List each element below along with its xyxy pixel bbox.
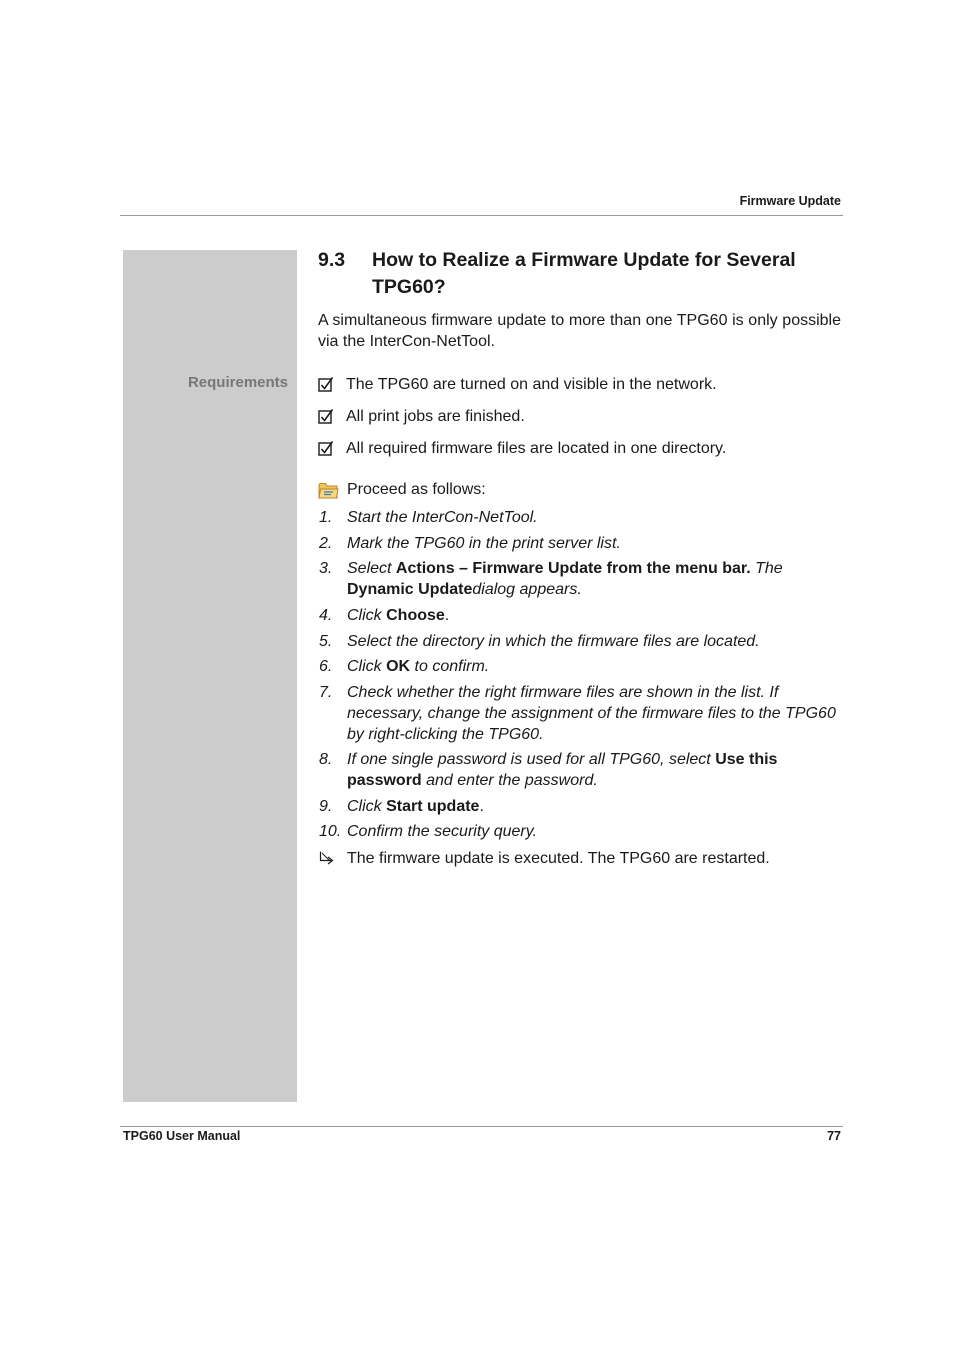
proceed-line bbox=[318, 479, 486, 500]
step-number: 1. bbox=[319, 509, 333, 526]
menu-path: Actions – Firmware Update from the menu bar. bbox=[395, 560, 751, 577]
step-text: . bbox=[479, 798, 484, 815]
step-number: 5. bbox=[319, 633, 333, 650]
step-number: 3. bbox=[319, 560, 333, 577]
step-number: 8. bbox=[319, 751, 333, 768]
step-text: Click bbox=[347, 658, 387, 675]
intro-paragraph: A simultaneous firmware update to more than one TPG60 is only possible via the InterCon-NetTool. bbox=[318, 312, 841, 350]
step-text: Select the directory in which the firmware files are located. bbox=[347, 633, 760, 650]
footer-divider bbox=[120, 1126, 843, 1127]
margin-label-requirements: Requirements bbox=[187, 374, 288, 391]
step-number: 6. bbox=[319, 658, 333, 675]
requirement-item bbox=[318, 406, 841, 427]
result-line bbox=[318, 848, 841, 869]
button-name: Choose bbox=[386, 607, 445, 624]
dialog-name: Dynamic Update bbox=[347, 581, 473, 598]
section-title: How to Realize a Firmware Update for Several TPG60? bbox=[372, 249, 796, 298]
step-item bbox=[318, 533, 841, 554]
section-number: 9.3 bbox=[318, 249, 346, 271]
step-number: 10. bbox=[319, 823, 342, 840]
step-text: Click bbox=[347, 607, 387, 624]
result-arrow-icon bbox=[319, 850, 335, 866]
step-text: Mark the TPG60 in the print server list. bbox=[347, 535, 621, 552]
step-number: 7. bbox=[319, 684, 333, 701]
requirement-text: The TPG60 are turned on and visible in the network. bbox=[346, 376, 717, 393]
step-item bbox=[318, 682, 841, 745]
step-item bbox=[318, 605, 841, 626]
checkbox-checked-icon bbox=[318, 408, 334, 424]
step-text: Click bbox=[347, 798, 387, 815]
option-name: Use this password bbox=[347, 751, 778, 789]
step-item bbox=[318, 656, 841, 677]
requirement-text: All print jobs are finished. bbox=[346, 408, 525, 425]
step-item bbox=[318, 558, 841, 600]
folder-icon bbox=[318, 481, 339, 500]
proceed-text: Proceed as follows: bbox=[347, 481, 486, 498]
step-text: Check whether the right firmware files are shown in the list. If necessary, change the assignment of the firmware files to the TPG60 by right-clicking the TPG60. bbox=[347, 684, 836, 743]
step-item bbox=[318, 749, 841, 791]
result-text: The firmware update is executed. The TPG60 are restarted. bbox=[347, 850, 770, 867]
requirement-item bbox=[318, 374, 841, 395]
requirement-item bbox=[318, 438, 841, 459]
step-text: If one single password is used for all TPG60, select bbox=[347, 751, 716, 768]
step-text: Start the InterCon-NetTool. bbox=[347, 509, 538, 526]
step-text: . bbox=[444, 607, 450, 624]
running-header: Firmware Update bbox=[739, 194, 841, 208]
step-text: dialog appears. bbox=[472, 581, 582, 598]
step-number: 4. bbox=[319, 607, 333, 624]
checkbox-checked-icon bbox=[318, 440, 334, 456]
checkbox-checked-icon bbox=[318, 376, 334, 392]
button-name: OK bbox=[386, 658, 411, 675]
requirement-text: All required firmware files are located in one directory. bbox=[346, 440, 727, 457]
step-text: Select bbox=[347, 560, 396, 577]
step-number: 2. bbox=[319, 535, 333, 552]
section-heading bbox=[318, 247, 841, 301]
step-text: The bbox=[750, 560, 783, 577]
step-item bbox=[318, 631, 841, 652]
step-item bbox=[318, 796, 841, 817]
page-number: 77 bbox=[827, 1129, 841, 1143]
step-text: to confirm. bbox=[410, 658, 490, 675]
footer-manual-title: TPG60 User Manual bbox=[123, 1129, 241, 1143]
step-item bbox=[318, 821, 841, 842]
step-text: and enter the password. bbox=[421, 772, 598, 789]
step-text: Confirm the security query. bbox=[347, 823, 537, 840]
button-name: Start update bbox=[386, 798, 480, 815]
step-number: 9. bbox=[319, 798, 333, 815]
header-divider bbox=[120, 215, 843, 216]
step-item bbox=[318, 507, 841, 528]
